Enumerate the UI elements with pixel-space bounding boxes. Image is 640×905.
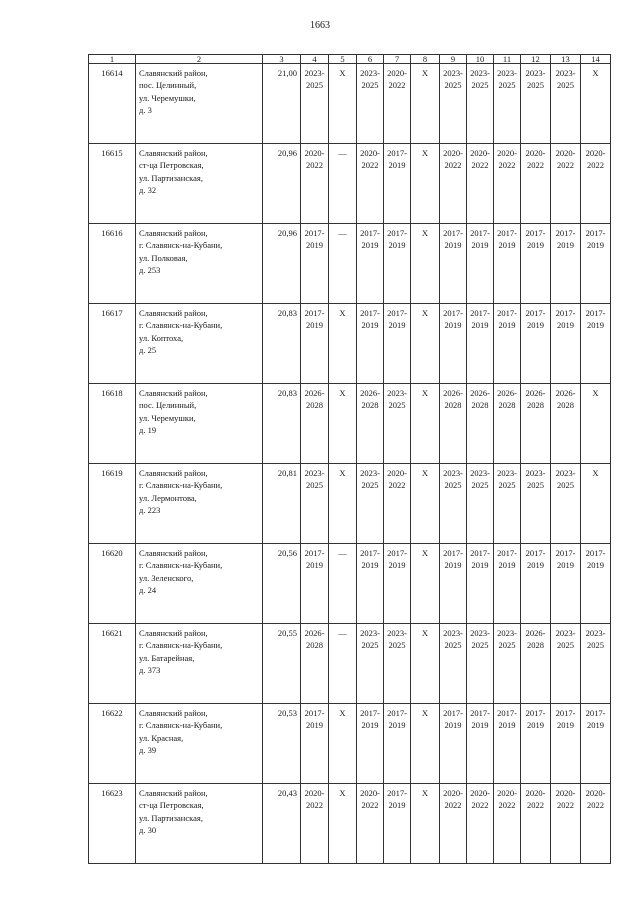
address-cell bbox=[136, 64, 263, 144]
address-cell bbox=[136, 224, 263, 304]
period-cell: 2017- 2019 bbox=[357, 304, 384, 384]
mark-cell: X bbox=[329, 784, 357, 864]
mark-cell: X bbox=[329, 384, 357, 464]
table-row bbox=[89, 224, 611, 304]
period-cell: 2023- 2025 bbox=[301, 64, 329, 144]
period-cell: 2017- 2019 bbox=[581, 224, 611, 304]
period-cell: 2026- 2028 bbox=[521, 624, 551, 704]
period-cell: 2017- 2019 bbox=[440, 704, 467, 784]
mark-cell: X bbox=[411, 624, 440, 704]
col-header: 8 bbox=[411, 55, 440, 64]
period-cell: 2017- 2019 bbox=[384, 304, 411, 384]
address-line: д. 223 bbox=[139, 504, 161, 515]
area-value: 20,83 bbox=[263, 384, 301, 464]
address-line: Славянский район, bbox=[139, 548, 208, 558]
mark-cell: X bbox=[581, 64, 611, 144]
period-cell: 2026- 2028 bbox=[467, 384, 494, 464]
address-line: д. 3 bbox=[139, 104, 152, 115]
period-cell: 2017- 2019 bbox=[581, 304, 611, 384]
mark-cell: X bbox=[411, 464, 440, 544]
area-value: 20,83 bbox=[263, 304, 301, 384]
address-line: ул. Полковая, bbox=[139, 252, 188, 263]
period-cell: 2020- 2022 bbox=[440, 144, 467, 224]
period-cell: 2017- 2019 bbox=[357, 704, 384, 784]
period-cell: 2017- 2019 bbox=[301, 224, 329, 304]
period-cell: 2020- 2022 bbox=[357, 144, 384, 224]
period-cell: 2023- 2025 bbox=[521, 64, 551, 144]
area-value: 21,00 bbox=[263, 64, 301, 144]
period-cell: 2017- 2019 bbox=[494, 304, 521, 384]
housing-table bbox=[88, 54, 611, 864]
period-cell: 2017- 2019 bbox=[357, 224, 384, 304]
address-cell bbox=[136, 784, 263, 864]
period-cell: 2026- 2028 bbox=[551, 384, 581, 464]
period-cell: 2017- 2019 bbox=[357, 544, 384, 624]
period-cell: 2020- 2022 bbox=[551, 144, 581, 224]
period-cell: 2017- 2019 bbox=[521, 224, 551, 304]
area-value: 20,81 bbox=[263, 464, 301, 544]
mark-cell: X bbox=[329, 64, 357, 144]
period-cell: 2026- 2028 bbox=[357, 384, 384, 464]
period-cell: 2023- 2025 bbox=[551, 624, 581, 704]
address-line: ст-ца Петровская, bbox=[139, 160, 204, 171]
mark-cell: — bbox=[329, 624, 357, 704]
period-cell: 2023- 2025 bbox=[467, 64, 494, 144]
mark-cell: X bbox=[411, 544, 440, 624]
period-cell: 2017- 2019 bbox=[301, 704, 329, 784]
table-row bbox=[89, 784, 611, 864]
period-cell: 2023- 2025 bbox=[467, 624, 494, 704]
period-cell: 2020- 2022 bbox=[521, 144, 551, 224]
table-row bbox=[89, 624, 611, 704]
period-cell: 2026- 2028 bbox=[440, 384, 467, 464]
period-cell: 2023- 2025 bbox=[384, 624, 411, 704]
period-cell: 2023- 2025 bbox=[440, 64, 467, 144]
period-cell: 2026- 2028 bbox=[494, 384, 521, 464]
period-cell: 2023- 2025 bbox=[494, 464, 521, 544]
period-cell: 2017- 2019 bbox=[521, 304, 551, 384]
period-cell: 2017- 2019 bbox=[551, 304, 581, 384]
table-row bbox=[89, 704, 611, 784]
table-row bbox=[89, 304, 611, 384]
address-cell bbox=[136, 544, 263, 624]
page-number: 1663 bbox=[310, 20, 330, 31]
mark-cell: X bbox=[329, 304, 357, 384]
mark-cell: X bbox=[329, 704, 357, 784]
table-row bbox=[89, 64, 611, 144]
area-value: 20,56 bbox=[263, 544, 301, 624]
address-line: ул. Черемушки, bbox=[139, 412, 196, 423]
address-line: Славянский район, bbox=[139, 468, 208, 478]
address-line: ул. Батарейная, bbox=[139, 652, 195, 663]
period-cell: 2023- 2025 bbox=[384, 384, 411, 464]
mark-cell: — bbox=[329, 224, 357, 304]
address-line: Славянский район, bbox=[139, 148, 208, 158]
period-cell: 2017- 2019 bbox=[467, 544, 494, 624]
period-cell: 2020- 2022 bbox=[467, 144, 494, 224]
col-header: 6 bbox=[357, 55, 384, 64]
mark-cell: X bbox=[411, 224, 440, 304]
mark-cell: X bbox=[581, 464, 611, 544]
record-number: 16619 bbox=[89, 464, 136, 544]
area-value: 20,53 bbox=[263, 704, 301, 784]
address-line: ул. Красная, bbox=[139, 732, 184, 743]
record-number: 16614 bbox=[89, 64, 136, 144]
period-cell: 2020- 2022 bbox=[494, 144, 521, 224]
period-cell: 2023- 2025 bbox=[357, 464, 384, 544]
address-line: ул. Черемушки, bbox=[139, 92, 196, 103]
period-cell: 2023- 2025 bbox=[357, 624, 384, 704]
address-line: Славянский район, bbox=[139, 708, 208, 718]
mark-cell: X bbox=[411, 144, 440, 224]
address-line: г. Славянск-на-Кубани, bbox=[139, 480, 223, 491]
mark-cell: X bbox=[581, 384, 611, 464]
period-cell: 2017- 2019 bbox=[384, 704, 411, 784]
address-line: Славянский район, bbox=[139, 388, 208, 398]
period-cell: 2023- 2025 bbox=[494, 64, 521, 144]
record-number: 16618 bbox=[89, 384, 136, 464]
mark-cell: X bbox=[411, 704, 440, 784]
address-line: ст-ца Петровская, bbox=[139, 800, 204, 811]
period-cell: 2020- 2022 bbox=[521, 784, 551, 864]
col-header: 13 bbox=[551, 55, 581, 64]
address-cell bbox=[136, 144, 263, 224]
address-line: Славянский район, bbox=[139, 68, 208, 78]
address-line: Славянский район, bbox=[139, 308, 208, 318]
address-line: Славянский район, bbox=[139, 628, 208, 638]
address-line: д. 30 bbox=[139, 824, 157, 835]
period-cell: 2023- 2025 bbox=[494, 624, 521, 704]
record-number: 16621 bbox=[89, 624, 136, 704]
address-line: г. Славянск-на-Кубани, bbox=[139, 320, 223, 331]
table-row bbox=[89, 464, 611, 544]
address-line: г. Славянск-на-Кубани, bbox=[139, 720, 223, 731]
period-cell: 2023- 2025 bbox=[551, 464, 581, 544]
period-cell: 2020- 2022 bbox=[301, 784, 329, 864]
address-line: пос. Целинный, bbox=[139, 400, 197, 411]
table-row bbox=[89, 544, 611, 624]
period-cell: 2023- 2025 bbox=[581, 624, 611, 704]
address-line: ул. Зеленского, bbox=[139, 572, 194, 583]
period-cell: 2020- 2022 bbox=[440, 784, 467, 864]
address-line: г. Славянск-на-Кубани, bbox=[139, 560, 223, 571]
area-value: 20,96 bbox=[263, 144, 301, 224]
col-header: 9 bbox=[440, 55, 467, 64]
col-header: 10 bbox=[467, 55, 494, 64]
period-cell: 2017- 2019 bbox=[551, 704, 581, 784]
address-line: д. 24 bbox=[139, 584, 157, 595]
period-cell: 2023- 2025 bbox=[357, 64, 384, 144]
address-line: д. 19 bbox=[139, 424, 157, 435]
address-cell bbox=[136, 704, 263, 784]
address-line: д. 25 bbox=[139, 344, 157, 355]
address-cell bbox=[136, 384, 263, 464]
table-body bbox=[89, 64, 611, 864]
area-value: 20,96 bbox=[263, 224, 301, 304]
col-header: 5 bbox=[329, 55, 357, 64]
record-number: 16622 bbox=[89, 704, 136, 784]
period-cell: 2017- 2019 bbox=[384, 144, 411, 224]
period-cell: 2017- 2019 bbox=[494, 224, 521, 304]
mark-cell: X bbox=[411, 384, 440, 464]
period-cell: 2020- 2022 bbox=[581, 784, 611, 864]
area-value: 20,55 bbox=[263, 624, 301, 704]
period-cell: 2023- 2025 bbox=[440, 624, 467, 704]
address-line: д. 373 bbox=[139, 664, 161, 675]
period-cell: 2023- 2025 bbox=[521, 464, 551, 544]
record-number: 16615 bbox=[89, 144, 136, 224]
period-cell: 2020- 2022 bbox=[551, 784, 581, 864]
mark-cell: X bbox=[411, 784, 440, 864]
period-cell: 2017- 2019 bbox=[581, 544, 611, 624]
period-cell: 2017- 2019 bbox=[440, 224, 467, 304]
period-cell: 2017- 2019 bbox=[440, 544, 467, 624]
record-number: 16616 bbox=[89, 224, 136, 304]
period-cell: 2020- 2022 bbox=[384, 464, 411, 544]
period-cell: 2017- 2019 bbox=[521, 544, 551, 624]
period-cell: 2017- 2019 bbox=[467, 704, 494, 784]
col-header: 3 bbox=[263, 55, 301, 64]
area-value: 20,43 bbox=[263, 784, 301, 864]
col-header: 4 bbox=[301, 55, 329, 64]
header-row bbox=[89, 55, 611, 64]
address-line: ул. Коптоха, bbox=[139, 332, 184, 343]
period-cell: 2017- 2019 bbox=[384, 784, 411, 864]
col-header: 11 bbox=[494, 55, 521, 64]
period-cell: 2023- 2025 bbox=[440, 464, 467, 544]
mark-cell: — bbox=[329, 144, 357, 224]
address-line: ул. Партизанская, bbox=[139, 812, 203, 823]
period-cell: 2017- 2019 bbox=[581, 704, 611, 784]
address-cell bbox=[136, 304, 263, 384]
address-cell bbox=[136, 624, 263, 704]
address-line: д. 39 bbox=[139, 744, 157, 755]
period-cell: 2020- 2022 bbox=[384, 64, 411, 144]
period-cell: 2017- 2019 bbox=[551, 224, 581, 304]
period-cell: 2026- 2028 bbox=[521, 384, 551, 464]
col-header: 14 bbox=[581, 55, 611, 64]
mark-cell: — bbox=[329, 544, 357, 624]
period-cell: 2020- 2022 bbox=[357, 784, 384, 864]
period-cell: 2023- 2025 bbox=[551, 64, 581, 144]
address-line: Славянский район, bbox=[139, 788, 208, 798]
period-cell: 2017- 2019 bbox=[467, 224, 494, 304]
address-line: ул. Лермонтова, bbox=[139, 492, 197, 503]
period-cell: 2017- 2019 bbox=[301, 544, 329, 624]
address-line: д. 253 bbox=[139, 264, 161, 275]
period-cell: 2020- 2022 bbox=[581, 144, 611, 224]
period-cell: 2017- 2019 bbox=[467, 304, 494, 384]
record-number: 16620 bbox=[89, 544, 136, 624]
col-header: 12 bbox=[521, 55, 551, 64]
col-header: 2 bbox=[136, 55, 263, 64]
period-cell: 2023- 2025 bbox=[301, 464, 329, 544]
address-line: г. Славянск-на-Кубани, bbox=[139, 640, 223, 651]
period-cell: 2017- 2019 bbox=[384, 544, 411, 624]
address-cell bbox=[136, 464, 263, 544]
record-number: 16617 bbox=[89, 304, 136, 384]
mark-cell: X bbox=[411, 64, 440, 144]
table-row bbox=[89, 384, 611, 464]
period-cell: 2020- 2022 bbox=[467, 784, 494, 864]
period-cell: 2017- 2019 bbox=[494, 704, 521, 784]
period-cell: 2017- 2019 bbox=[440, 304, 467, 384]
period-cell: 2017- 2019 bbox=[521, 704, 551, 784]
period-cell: 2017- 2019 bbox=[384, 224, 411, 304]
col-header: 7 bbox=[384, 55, 411, 64]
period-cell: 2017- 2019 bbox=[551, 544, 581, 624]
period-cell: 2023- 2025 bbox=[467, 464, 494, 544]
record-number: 16623 bbox=[89, 784, 136, 864]
mark-cell: X bbox=[329, 464, 357, 544]
address-line: пос. Целинный, bbox=[139, 80, 197, 91]
address-line: д. 32 bbox=[139, 184, 157, 195]
period-cell: 2020- 2022 bbox=[301, 144, 329, 224]
address-line: Славянский район, bbox=[139, 228, 208, 238]
address-line: ул. Партизанская, bbox=[139, 172, 203, 183]
period-cell: 2020- 2022 bbox=[494, 784, 521, 864]
table-row bbox=[89, 144, 611, 224]
col-header: 1 bbox=[89, 55, 136, 64]
period-cell: 2026- 2028 bbox=[301, 384, 329, 464]
period-cell: 2017- 2019 bbox=[301, 304, 329, 384]
address-line: г. Славянск-на-Кубани, bbox=[139, 240, 223, 251]
mark-cell: X bbox=[411, 304, 440, 384]
period-cell: 2017- 2019 bbox=[494, 544, 521, 624]
period-cell: 2026- 2028 bbox=[301, 624, 329, 704]
